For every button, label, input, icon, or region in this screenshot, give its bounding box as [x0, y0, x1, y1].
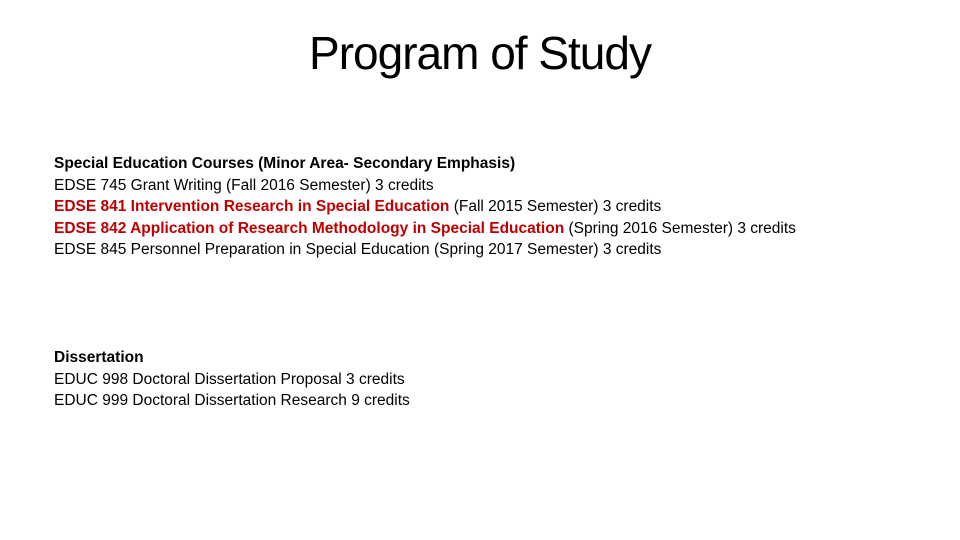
dissertation-heading: Dissertation	[54, 349, 144, 366]
course-highlight: EDSE 841 Intervention Research in Special Education	[54, 198, 450, 215]
course-detail: (Fall 2015 Semester) 3 credits	[449, 198, 662, 215]
course-item	[54, 239, 934, 261]
dissertation-item: EDUC 999 Doctoral Dissertation Research 9 credits	[54, 392, 410, 409]
course-item	[54, 196, 934, 218]
page-title: Program of Study	[309, 27, 651, 79]
course-item	[54, 175, 934, 197]
course-detail: EDSE 745 Grant Writing (Fall 2016 Semester) 3 credits	[54, 176, 434, 194]
courses-section	[54, 153, 934, 261]
course-item	[54, 218, 934, 240]
dissertation-item: EDUC 998 Doctoral Dissertation Proposal 3 credits	[54, 370, 405, 388]
course-detail: EDSE 845 Personnel Preparation in Special Education (Spring 2017 Semester) 3 credits	[54, 241, 662, 258]
course-highlight: EDSE 842 Application of Research Methodology in Special Education	[54, 219, 565, 237]
courses-heading: Special Education Courses (Minor Area- Secondary Emphasis)	[54, 155, 516, 172]
dissertation-section	[54, 347, 934, 412]
course-detail: (Spring 2016 Semester) 3 credits	[564, 219, 796, 237]
